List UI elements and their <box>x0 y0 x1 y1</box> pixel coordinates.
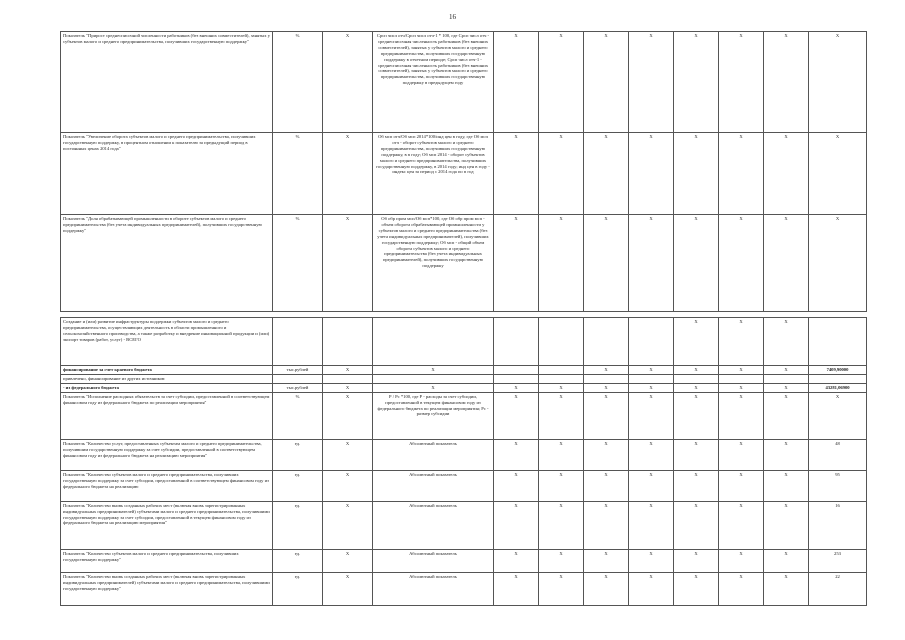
value-cell <box>629 318 674 366</box>
value-cell: Х <box>539 501 584 549</box>
value-cell: Х <box>719 392 764 439</box>
base-cell <box>323 318 373 366</box>
value-cell: Х <box>629 549 674 572</box>
value-cell <box>764 374 809 383</box>
value-cell: Х <box>719 133 764 215</box>
value-cell: 7409,90000 <box>809 366 867 375</box>
value-cell: Х <box>719 383 764 392</box>
formula-cell: Абсолютный показатель <box>373 501 494 549</box>
value-cell: Х <box>719 501 764 549</box>
value-cell: 253 <box>809 549 867 572</box>
unit-cell: ед. <box>273 501 323 549</box>
value-cell: Х <box>629 133 674 215</box>
table-row <box>61 392 867 439</box>
value-cell: Х <box>629 439 674 470</box>
formula-cell: Абсолютный показатель <box>373 470 494 501</box>
value-cell <box>584 374 629 383</box>
value-cell: Х <box>674 501 719 549</box>
indicator-cell: - из федерального бюджета <box>61 383 273 392</box>
indicator-cell: Создание и (или) развитие инфраструктуры поддержки субъектов малого и среднего предпринимательства, осуществляющих деятельность в области промышленного и сельскохозяйственного производства, а также разработку и внедрение инновационной продукции и (или) экспорт товаров (работ, услуг) - ВСЕГО <box>61 318 273 366</box>
value-cell: 22 <box>809 572 867 605</box>
value-cell <box>674 374 719 383</box>
value-cell: Х <box>809 392 867 439</box>
value-cell: Х <box>809 32 867 133</box>
formula-cell: Срсп числ отч/Срсп числ отч-1 * 100, где Срсп числ отч - среднесписочная численность работников (без внешних совместителей), занятых у субъектов малого и среднего предпринимательства, получивших государственную поддержку в отчетном периоде; Срсп числ отч-1 - среднесписочная численность работников (без внешних совместителей), занятых у субъектов малого и среднего предпринимательства, получивших государственную поддержку в предыдущем году <box>373 32 494 133</box>
unit-cell: ед. <box>273 549 323 572</box>
value-cell: Х <box>584 439 629 470</box>
table-row <box>61 32 867 133</box>
value-cell <box>809 374 867 383</box>
value-cell: Х <box>494 439 539 470</box>
value-cell: Х <box>674 572 719 605</box>
value-cell: 95 <box>809 470 867 501</box>
indicator-cell: Показатель "Доля обрабатывающей промышленности в обороте субъектов малого и среднего предпринимательства (без учета индивидуальных предпринимателей), получивших государственную поддержку" <box>61 215 273 312</box>
unit-cell <box>273 374 323 383</box>
unit-cell <box>273 318 323 366</box>
value-cell <box>539 318 584 366</box>
formula-cell: Абсолютный показатель <box>373 439 494 470</box>
base-cell: Х <box>323 501 373 549</box>
value-cell: Х <box>494 215 539 312</box>
value-cell <box>629 374 674 383</box>
value-cell: Х <box>719 32 764 133</box>
value-cell: Х <box>764 549 809 572</box>
value-cell: Х <box>719 549 764 572</box>
indicator-cell: привлечено, финансирование из других источников: <box>61 374 273 383</box>
value-cell: Х <box>674 133 719 215</box>
unit-cell: ед. <box>273 572 323 605</box>
value-cell: Х <box>539 32 584 133</box>
value-cell <box>584 318 629 366</box>
value-cell: Х <box>629 366 674 375</box>
table-row <box>61 470 867 501</box>
value-cell: Х <box>674 318 719 366</box>
base-cell: Х <box>323 439 373 470</box>
formula-cell <box>373 318 494 366</box>
unit-cell: % <box>273 392 323 439</box>
base-cell <box>323 374 373 383</box>
value-cell: 48 <box>809 439 867 470</box>
base-cell: Х <box>323 366 373 375</box>
value-cell: Х <box>809 133 867 215</box>
value-cell: Х <box>629 392 674 439</box>
indicator-cell: Показатель "Исполнение расходных обязательств за счет субсидии, предоставленной в соответствующем финансовом году из федерального бюджета по реализации мероприятия" <box>61 392 273 439</box>
table-row <box>61 318 867 366</box>
indicator-cell: Показатель "Количество услуг, предоставленных субъектам малого и среднего предпринимательства, получившим государственную поддержку за счет субсидии, предоставленной в соответствующем финансовом году из федерального бюджета на реализацию мероприятия" <box>61 439 273 470</box>
value-cell: Х <box>674 215 719 312</box>
base-cell: Х <box>323 392 373 439</box>
value-cell: 16 <box>809 501 867 549</box>
value-cell: Х <box>584 32 629 133</box>
value-cell: Х <box>539 392 584 439</box>
unit-cell: % <box>273 215 323 312</box>
base-cell: Х <box>323 383 373 392</box>
value-cell <box>539 374 584 383</box>
unit-cell: % <box>273 32 323 133</box>
indicator-cell: Показатель "Увеличение оборота субъектов малого и среднего предпринимательства, получивших государственную поддержку, в процентном отношении к показателю за предыдущий период в постоянных ценах 2014 года" <box>61 133 273 215</box>
page-number: 16 <box>449 13 456 21</box>
indicator-cell: финансирование за счет краевого бюджета <box>61 366 273 375</box>
table-row <box>61 572 867 605</box>
value-cell <box>539 366 584 375</box>
unit-cell: ед. <box>273 470 323 501</box>
value-cell: Х <box>674 32 719 133</box>
formula-cell: Об мсп отч/Об мсп 2014*100/инд цен в году, где Об мсп отч - оборот субъектов малого и среднего предпринимательства, получивших государственную поддержку, в n году; Об мсп 2014 - оборот субъектов малого и среднего предпринимательства, получивших государственную поддержку, в 2014 году; инд цен в году - индекс цен за период с 2014 года по n год <box>373 133 494 215</box>
unit-cell: тыс.рублей <box>273 383 323 392</box>
formula-cell: Р / Рс *100, где Р - расходы за счет субсидии, предоставленной в текущем финансовом году из федерального бюджета по реализации мероприятия; Рс - размер субсидии <box>373 392 494 439</box>
value-cell: Х <box>764 470 809 501</box>
value-cell: Х <box>494 470 539 501</box>
formula-cell: Абсолютный показатель <box>373 572 494 605</box>
indicator-cell: Показатель "Прирост среднесписочной численности работников (без внешних совместителей), занятых у субъектов малого и среднего предпринимательства, получивших государственную поддержку" <box>61 32 273 133</box>
base-cell: Х <box>323 32 373 133</box>
value-cell: Х <box>584 572 629 605</box>
base-cell: Х <box>323 549 373 572</box>
table-row <box>61 366 867 375</box>
value-cell: Х <box>629 383 674 392</box>
value-cell: Х <box>809 215 867 312</box>
value-cell: Х <box>764 32 809 133</box>
table-row <box>61 501 867 549</box>
formula-cell: Абсолютный показатель <box>373 549 494 572</box>
value-cell <box>494 366 539 375</box>
indicators-table <box>60 31 867 606</box>
value-cell: Х <box>629 501 674 549</box>
value-cell: Х <box>539 572 584 605</box>
table-row <box>61 439 867 470</box>
value-cell: Х <box>674 549 719 572</box>
value-cell: Х <box>764 318 809 366</box>
value-cell: Х <box>539 470 584 501</box>
value-cell <box>494 318 539 366</box>
value-cell: Х <box>584 549 629 572</box>
formula-cell: Х <box>373 366 494 375</box>
base-cell: Х <box>323 215 373 312</box>
value-cell: Х <box>494 572 539 605</box>
value-cell: Х <box>764 392 809 439</box>
value-cell: Х <box>494 501 539 549</box>
value-cell: Х <box>494 32 539 133</box>
value-cell: Х <box>584 470 629 501</box>
value-cell: Х <box>764 215 809 312</box>
value-cell: Х <box>494 383 539 392</box>
value-cell: Х <box>674 383 719 392</box>
value-cell: Х <box>719 366 764 375</box>
value-cell: Х <box>674 392 719 439</box>
indicator-cell: Показатель "Количество вновь созданных рабочих мест (включая вновь зарегистрированных индивидуальных предпринимателей) субъектами малого и среднего предпринимательства, получившими государственную поддержку за счет субсидии, предоставленной в текущем финансовом году из федерального бюджета на реализацию мероприятия" <box>61 501 273 549</box>
value-cell: Х <box>719 572 764 605</box>
value-cell: Х <box>494 549 539 572</box>
value-cell: Х <box>629 32 674 133</box>
value-cell: Х <box>719 439 764 470</box>
base-cell: Х <box>323 470 373 501</box>
indicator-cell: Показатель "Количество субъектов малого и среднего предпринимательства, получивших государственную поддержку" <box>61 549 273 572</box>
value-cell: Х <box>764 133 809 215</box>
unit-cell: % <box>273 133 323 215</box>
value-cell: Х <box>584 366 629 375</box>
value-cell: Х <box>584 383 629 392</box>
base-cell: Х <box>323 572 373 605</box>
value-cell <box>809 318 867 366</box>
value-cell: Х <box>494 133 539 215</box>
value-cell: Х <box>764 501 809 549</box>
base-cell: Х <box>323 133 373 215</box>
table-row <box>61 133 867 215</box>
indicator-cell: Показатель "Количество вновь созданных рабочих мест (включая вновь зарегистрированных индивидуальных предпринимателей) субъектами малого и среднего предпринимательства, получившими государственную поддержку" <box>61 572 273 605</box>
table-row <box>61 374 867 383</box>
value-cell: Х <box>719 318 764 366</box>
value-cell: Х <box>539 215 584 312</box>
value-cell: Х <box>764 439 809 470</box>
value-cell: Х <box>584 392 629 439</box>
value-cell: Х <box>584 501 629 549</box>
value-cell <box>494 374 539 383</box>
value-cell: Х <box>539 383 584 392</box>
table-row <box>61 383 867 392</box>
formula-cell: Об обр пром мсп/Об мсп*100, где Об обр пром мсп - объем оборота обрабатывающей промышленности у субъектов малого и среднего предпринимательства (без учета индивидуальных предпринимателей), получивших государственную поддержку; Об мсп - общий объем оборота субъектов малого и среднего предпринимательства (без учета индивидуальных предпринимателей), получивших государственную поддержку <box>373 215 494 312</box>
formula-cell: Х <box>373 383 494 392</box>
value-cell: Х <box>674 470 719 501</box>
value-cell: Х <box>584 215 629 312</box>
indicator-cell: Показатель "Количество субъектов малого и среднего предпринимательства, получивших государственную поддержку за счет субсидии, предоставленной в соответствующем финансовом году из федерального бюджета на реализацию <box>61 470 273 501</box>
value-cell: Х <box>494 392 539 439</box>
value-cell: Х <box>539 439 584 470</box>
value-cell: Х <box>629 572 674 605</box>
table-row <box>61 549 867 572</box>
value-cell: Х <box>539 133 584 215</box>
value-cell: Х <box>539 549 584 572</box>
value-cell: Х <box>584 133 629 215</box>
value-cell: Х <box>674 366 719 375</box>
value-cell: Х <box>674 439 719 470</box>
formula-cell <box>373 374 494 383</box>
value-cell: Х <box>764 383 809 392</box>
value-cell: Х <box>764 366 809 375</box>
value-cell: 43281,06900 <box>809 383 867 392</box>
table-row <box>61 215 867 312</box>
unit-cell: тыс.рублей <box>273 366 323 375</box>
unit-cell: ед. <box>273 439 323 470</box>
value-cell: Х <box>719 215 764 312</box>
value-cell: Х <box>764 572 809 605</box>
value-cell <box>719 374 764 383</box>
value-cell: Х <box>629 470 674 501</box>
value-cell: Х <box>719 470 764 501</box>
value-cell: Х <box>629 215 674 312</box>
